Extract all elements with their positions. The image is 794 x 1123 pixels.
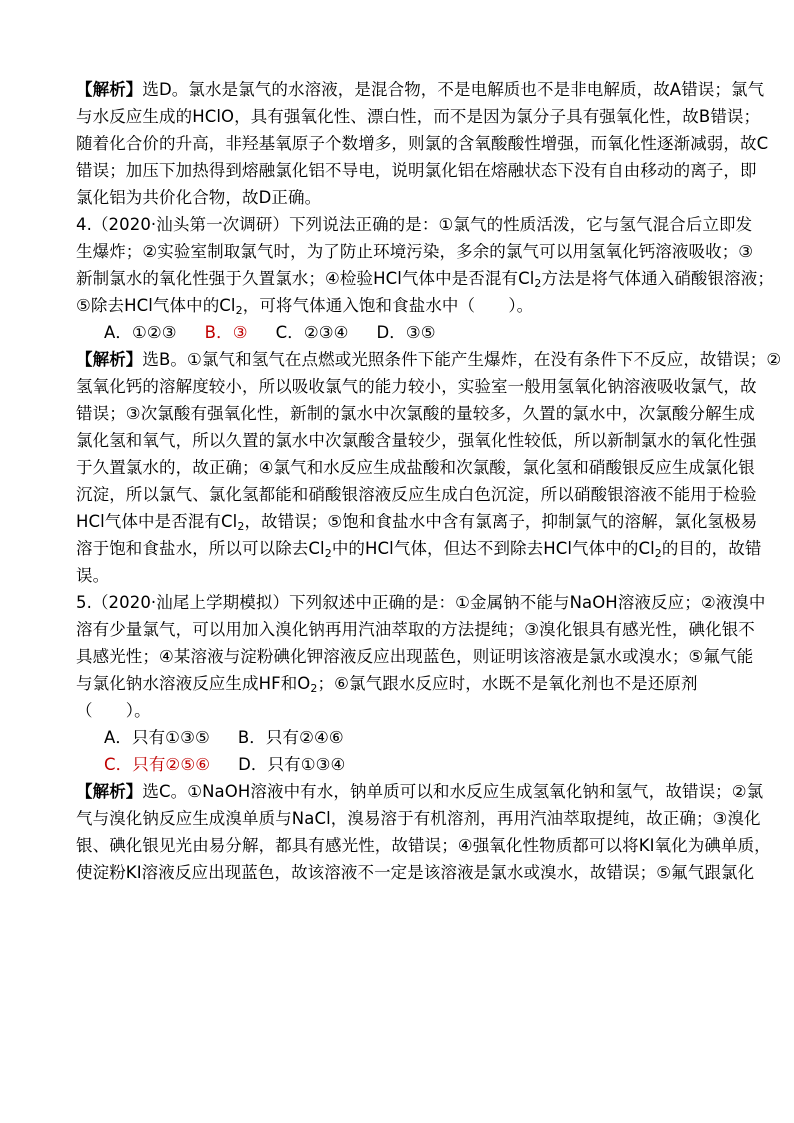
q4-option-d: D．③⑤: [376, 323, 436, 342]
subscript: 2: [324, 547, 332, 560]
q4-analysis-text: 中的HCl气体，但达不到除去HCl气体中的Cl: [331, 539, 655, 558]
q4-analysis-text: 选B。①氯气和氢气在点燃或光照条件下能产生爆炸，在没有条件下不反应，故错误；②: [142, 350, 782, 369]
q3-analysis-text: 选D。氯水是氯气的水溶液，是混合物，不是电解质也不是非电解质，故A错误；氯气: [142, 80, 765, 99]
q4-stem-line-3: [76, 268, 774, 290]
q3-analysis-line-3: 随着化合价的升高，非羟基氧原子个数增多，则氯的含氧酸酸性增强，而氧化性逐渐减弱，故C: [76, 134, 769, 153]
q5-analysis-line-3: 银、碘化银见光由易分解，都具有感光性，故错误；④强氧化性物质都可以将KI氧化为碘单质，: [76, 836, 771, 855]
q4-analysis-text: HCl气体中是否混有Cl: [76, 512, 238, 531]
q5-stem-line-5: （ ）。: [76, 701, 151, 720]
q4-analysis-line-4: 氯化氢和氧气，所以久置的氯水中次氯酸含量较少，强氧化性较低，所以新制氯水的氧化性强: [76, 431, 757, 450]
subscript: 2: [235, 304, 243, 317]
q4-stem-line-2: 生爆炸；②实验室制取氯气时，为了防止环境污染，多余的氯气可以用氢氧化钙溶液吸收；③: [76, 242, 754, 261]
q5-analysis-line-1: [76, 781, 763, 803]
q3-analysis-line-1: [76, 79, 764, 101]
q4-text: ⑤除去HCl气体中的Cl: [76, 296, 236, 315]
q4-option-a: A．①②③: [104, 323, 177, 342]
q3-analysis-line-5: 氯化铝为共价化合物，故D正确。: [76, 188, 322, 207]
q5-analysis-line-2: 气与溴化钠反应生成溴单质与NaCl，溴易溶于有机溶剂，再用汽油萃取提纯，故正确；③溴化: [76, 809, 761, 828]
q5-option-d: D．只有①③④: [238, 755, 346, 774]
q5-option-c-answer: C．只有②⑤⑥: [104, 755, 211, 774]
analysis-tag: 【解析】: [76, 350, 143, 369]
subscript: 2: [237, 520, 245, 533]
q4-analysis-line-8: [76, 538, 761, 560]
subscript: 2: [534, 277, 542, 290]
analysis-tag: 【解析】: [76, 80, 143, 99]
q4-analysis-line-3: 错误；③次氯酸有强氧化性，新制的氯水中次氯酸的量较多，久置的氯水中，次氯酸分解生成: [76, 404, 755, 423]
q4-analysis-line-5: 于久置氯水的，故正确；④氯气和水反应生成盐酸和次氯酸，氯化氢和硝酸银反应生成氯化银: [76, 458, 755, 477]
q5-text: 与氯化钠水溶液反应生成HF和O: [76, 674, 311, 693]
q4-analysis-text: 溶于饱和食盐水，所以可以除去Cl: [76, 539, 325, 558]
analysis-tag: 【解析】: [76, 782, 143, 801]
q5-stem-line-2: 溶有少量氯气，可以用加入溴化钠再用汽油萃取的方法提纯；③溴化银具有感光性，碘化银不: [76, 620, 755, 639]
q5-analysis-line-4: 使淀粉KI溶液反应出现蓝色，故该溶液不一定是该溶液是氯水或溴水，故错误；⑤氟气跟氯化: [76, 863, 755, 882]
q4-stem-line-4: [76, 295, 533, 317]
q5-stem-line-4: [76, 673, 698, 695]
subscript: 2: [310, 682, 318, 695]
q4-analysis-text: 的目的，故错: [661, 539, 762, 558]
q5-option-a: A．只有①③⑤: [104, 728, 210, 747]
q4-text: 方法是将气体通入硝酸银溶液；: [541, 269, 774, 288]
q4-option-c: C．②③④: [275, 323, 349, 342]
q4-analysis-line-7: [76, 511, 757, 533]
q5-options-row-2: [104, 754, 345, 776]
q4-stem-line-1: 4.（2020·汕头第一次调研）下列说法正确的是：①氯气的性质活泼，它与氢气混合后立即发: [76, 215, 753, 234]
q5-option-b: B．只有②④⑥: [237, 728, 344, 747]
q3-analysis-line-2: 与水反应生成的HClO，具有强氧化性、漂白性，而不是因为氯分子具有强氧化性，故B错误；: [76, 107, 761, 126]
q4-analysis-line-2: 氢氧化钙的溶解度较小，所以吸收氯气的能力较小，实验室一般用氢氧化钠溶液吸收氯气，故: [76, 377, 757, 396]
q4-text: ，可将气体通入饱和食盐水中（ ）。: [242, 296, 534, 315]
q5-options-row-1: [104, 727, 344, 749]
q5-stem-line-1: 5.（2020·汕尾上学期模拟）下列叙述中正确的是：①金属钠不能与NaOH溶液反应；②液溴中: [76, 593, 766, 612]
q4-analysis-text: ，故错误；⑤饱和食盐水中含有氯离子，抑制氯气的溶解，氯化氢极易: [244, 512, 758, 531]
q4-analysis-line-9: 误。: [76, 566, 110, 585]
q5-text: ；⑥氯气跟水反应时，水既不是氧化剂也不是还原剂: [317, 674, 698, 693]
q5-stem-line-3: 具感光性；④某溶液与淀粉碘化钾溶液反应出现蓝色，则证明该溶液是氯水或溴水；⑤氟气能: [76, 647, 754, 666]
q4-analysis-line-6: 沉淀，所以氯气、氯化氢都能和硝酸银溶液反应生成白色沉淀，所以硝酸银溶液不能用于检验: [76, 485, 757, 504]
q4-analysis-line-1: [76, 349, 781, 371]
q4-text: 新制氯水的氧化性强于久置氯水；④检验HCl气体中是否混有Cl: [76, 269, 535, 288]
q3-analysis-line-4: 错误；加压下加热得到熔融氯化铝不导电，说明氯化铝在熔融状态下没有自由移动的离子，即: [76, 161, 757, 180]
subscript: 2: [654, 547, 662, 560]
q4-options: [104, 322, 436, 344]
q5-analysis-text: 选C。①NaOH溶液中有水，钠单质可以和水反应生成氢氧化钠和氢气，故错误；②氯: [142, 782, 764, 801]
q4-option-b-answer: B．③: [204, 323, 248, 342]
